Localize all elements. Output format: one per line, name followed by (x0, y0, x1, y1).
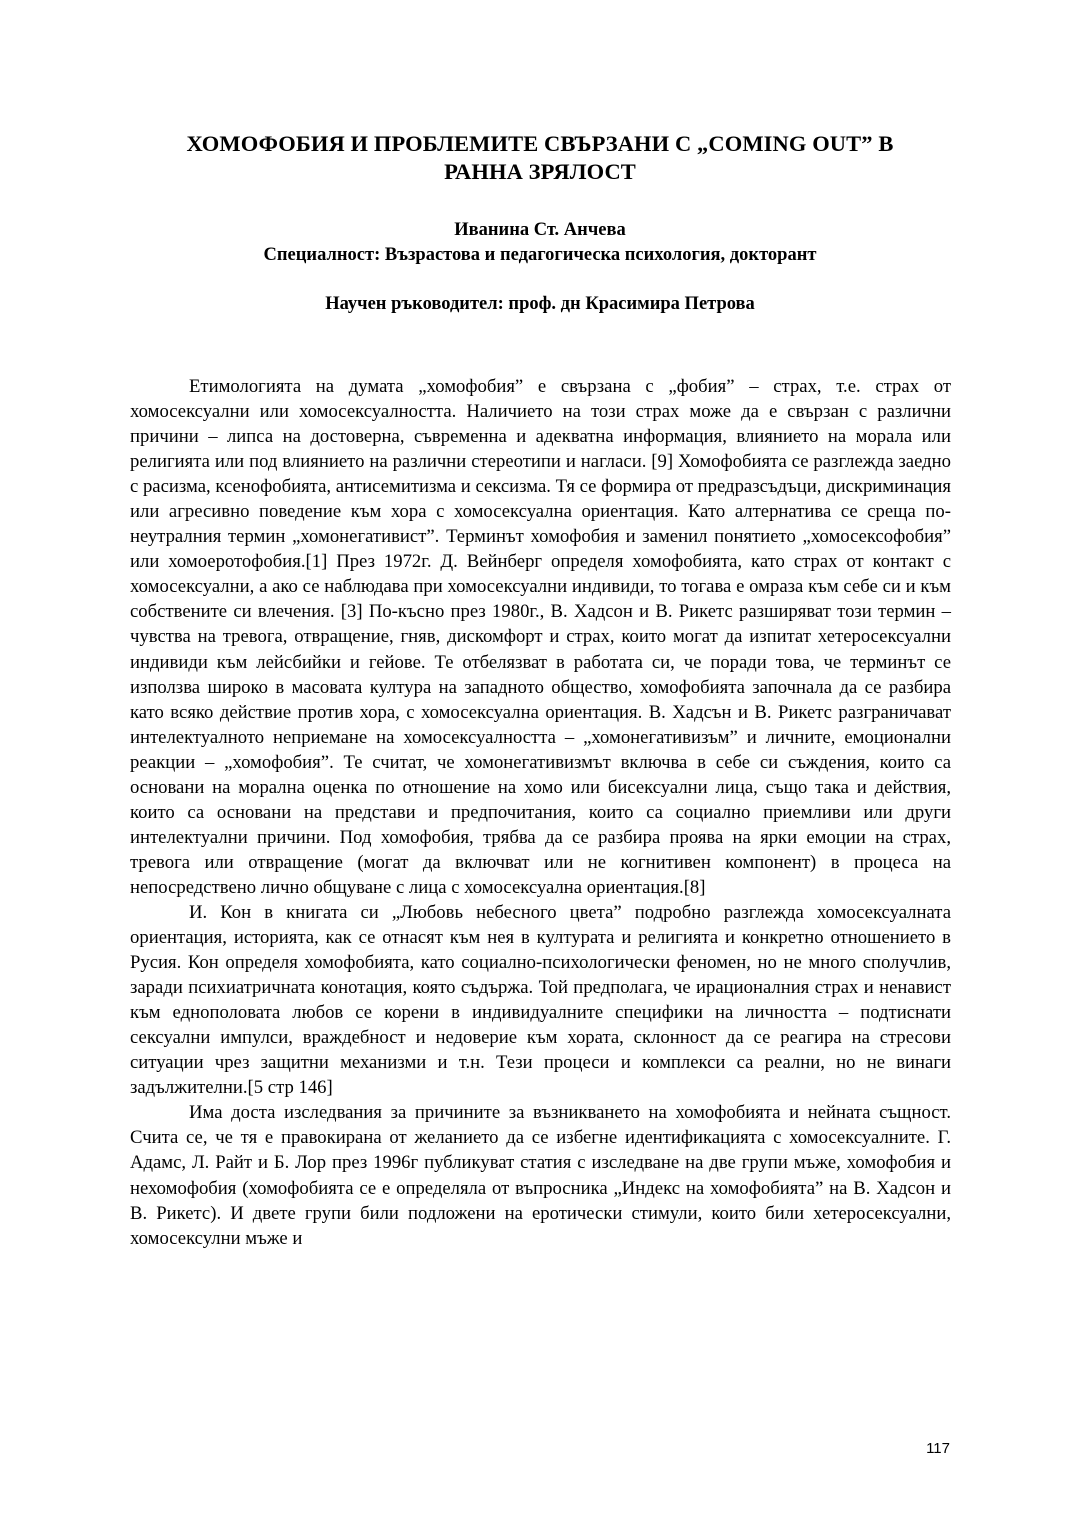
author-block (130, 218, 950, 268)
title-line-2: РАННА ЗРЯЛОСТ (444, 159, 636, 184)
title-line-1: ХОМОФОБИЯ И ПРОБЛЕМИТЕ СВЪРЗАНИ С „COMING OUT” В (186, 131, 894, 156)
author-specialty: Специалност: Възрастова и педагогическа психология, докторант (263, 245, 817, 265)
body-paragraph-3: Има доста изследвания за причините за възникването на хомофобията и нейната същност. Счита се, че тя е правокирана от желанието да се избегне идентификацията с хомосексуалните. Г. Адамс, Л. Райт и Б. Лор през 1996г публикуват статия с изследване на две групи мъже, хомофобия и нехомофобия (хомофобията се е определяла от въпросника „Индекс на хомофобията” на В. Хадсон и В. Рикетс). И двете групи били подложени на еротически стимули, които били хетеросексуални, хомосексулни мъже и (130, 1102, 951, 1249)
page-number: 117 (926, 1440, 950, 1457)
article-title (130, 130, 950, 186)
body-paragraph-2: И. Кон в книгата си „Любовь небесного цвета” подробно разглежда хомосексуалната ориентация, историята, как се отнасят към нея в културата и религията и конкретно отношението в Русия. Кон определя хомофобията, като социално-психологически феномен, но не много сполучлив, заради психиатричната конотация, която съдържа. Той предполага, че ирационалния страх и ненавист към еднополовата любов се корени в индивидуалните специфики на личността – подтиснати сексуални импулси, враждебност и недоверие към хората, склонност да се реагира на стресови ситуации чрез защитни механизми и т.н. Тези процеси и комплекси са реални, но не винаги задължителни.[5 стр 146] (130, 901, 951, 1099)
scientific-supervisor: Научен ръководител: проф. дн Красимира Петрова (325, 294, 755, 314)
author-name: Иванина Ст. Анчева (454, 220, 626, 240)
body-paragraph-1: Етимологията на думата „хомофобия” е свързана с „фобия” – страх, т.е. страх от хомосексуални или хомосексуалността. Наличието на този страх може да е свързан с различни причини – липса на достоверна, съвременна и адекватна информация, влиянието на морала или религията или под влиянието на различни стереотипи и нагласи. [9] Хомофобията се разглежда заедно с расизма, ксенофобията, антисемитизма и сексизма. Тя се формира от предразсъдъци, дискриминация или агресивно поведение към хора с хомосексуална ориентация. Като алтернатива се среща по-неутралния термин „хомонегативист”. Терминът хомофобия и заменил понятието „хомосексофобия” или хомоеротофобия.[1] През 1972г. Д. Вейнберг определя хомофобията, като страх от контакт с хомосексуални, а ако се наблюдава при хомосексуални индивиди, то тогава е омраза към себе си и към собствените си влечения. [3] По-късно през 1980г., В. Хадсон и В. Рикетс разширяват този термин – чувства на тревога, отвращение, гняв, дискомфорт и страх, които могат да изпитат хетеросексуални индивиди към лейсбийки и гейове. Те отбелязват в работата си, че поради това, че терминът се използва широко в масовата култура на западното общество, хомофобията започнала да се разбира като всяко действие против хора, с хомосексуална ориентация. В. Хадсън и В. Рикетс разграничават интелектуалното неприемане на хомосексуалността – „хомонегативизъм” и личните, емоционални реакции – „хомофобия”. Те считат, че хомонегативизмът включва в себе си съждения, които са основани на морална оценка по отношение на хомо или бисексуални лица, също така и действия, които са основани на представи и предпочитания, които са социално приемливи или други интелектуални причини. Под хомофобия, трябва да се разбира проява на ярки емоции на страх, тревога или отвращение (могат да включват или не когнитивен компонент) в процеса на непосредствено лично общуване с лица с хомосексуална ориентация.[8] (130, 376, 952, 898)
article-body (130, 374, 951, 1251)
